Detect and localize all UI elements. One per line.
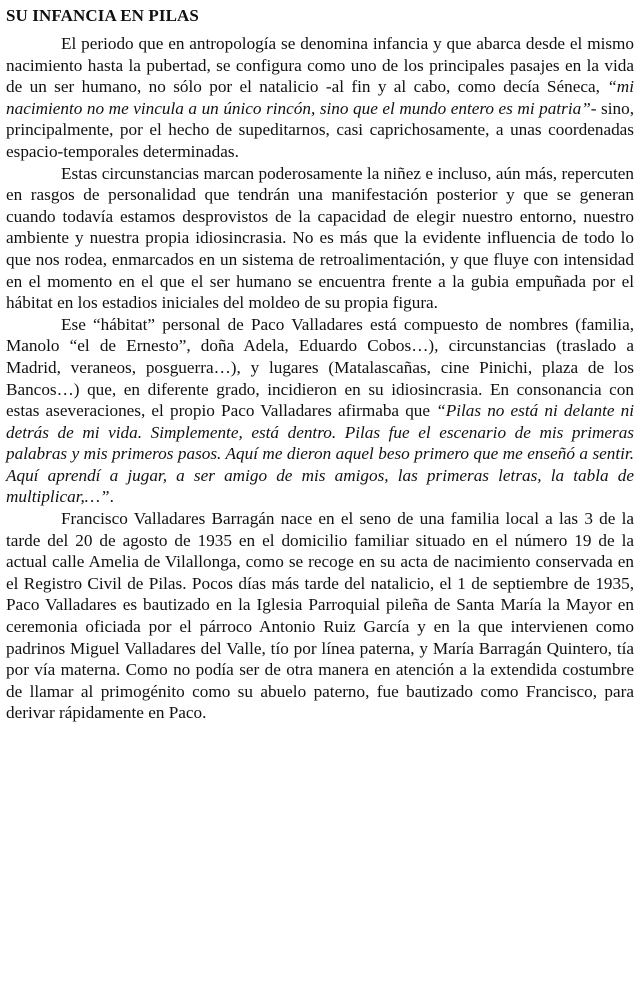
quote-valladares: “Pilas no está ni delante ni detrás de mi vida. Simplemente, está dentro. Pilas fue el escenario de mis primeras palabras y mis primeros pasos. Aquí me dieron aquel beso primero que me enseñó a sentir. Aquí aprendí a jugar, a ser amigo de mis amigos, las primeras letras, la tabla de multiplicar,…” (6, 401, 635, 507)
section-heading: SU INFANCIA EN PILAS (6, 6, 199, 25)
quote-seneca: “mi nacimiento no me vincula a un único rincón, sino que el mundo entero es mi patria” (6, 77, 634, 118)
paragraph-text: . (109, 487, 114, 507)
paragraph-text: Francisco Valladares Barragán nace en el seno de una familia local a las 3 de la tarde del 20 de agosto de 1935 en el domicilio familiar situado en el número 19 de la actual calle Amelia de Vilallonga, como se recoge en su acta de nacimiento conservada en el Registro Civil de Pilas. Pocos días más tarde del natalicio, el 1 de septiembre de 1935, Paco Valladares es bautizado en la Iglesia Parroquial pileña de Santa María la Mayor en ceremonia oficiada por el párroco Antonio Ruiz García y en la que intervienen como padrinos Miguel Valladares del Valle, tío por línea paterna, y María Barragán Quintero, tía por vía materna. Como no podía ser de otra manera en atención a la extendida costumbre de llamar al primogénito como su abuelo paterno, fue bautizado como Francisco, para derivar rápidamente en Paco. (6, 509, 634, 723)
paragraph-4 (6, 508, 634, 724)
paragraph-text: El periodo que en antropología se denomina infancia y que abarca desde el mismo nacimiento hasta la pubertad, se configura como uno de los principales pasajes en la vida de un ser humano, no sólo por el natalicio -al fin y al cabo, como decía Séneca, (6, 34, 634, 97)
paragraph-3 (6, 314, 634, 508)
paragraph-1 (6, 33, 634, 163)
paragraph-text: Estas circunstancias marcan poderosamente la niñez e incluso, aún más, repercuten en rasgos de personalidad que tendrán una manifestación posterior y que se generan cuando todavía estamos desprovistos de la capacidad de elegir nuestro entorno, nuestro ambiente y nuestra propia idiosincrasia. No es más que la evidente influencia de todo lo que nos rodea, enmarcados en un sistema de retroalimentación, y que fluye con intensidad en el momento en el que el ser humano se encuentra frente a la gubia empuñada por el hábitat en los estadios iniciales del moldeo de su propia figura. (6, 163, 634, 313)
paragraph-text: - sino, principalmente, por el hecho de supeditarnos, casi caprichosamente, a unas coordenadas espacio-temporales determinadas. (6, 98, 634, 161)
paragraph-text: Ese “hábitat” personal de Paco Valladares está compuesto de nombres (familia, Manolo “el de Ernesto”, doña Adela, Eduardo Cobos…), circunstancias (traslado a Madrid, veraneos, posguerra…), y lugares (Matalascañas, cine Pinichi, plaza de los Bancos…) que, en diferente grado, incidieron en su idiosincrasia. En consonancia con estas aseveraciones, el propio Paco Valladares afirmaba que (6, 314, 634, 421)
paragraph-2 (6, 163, 634, 314)
